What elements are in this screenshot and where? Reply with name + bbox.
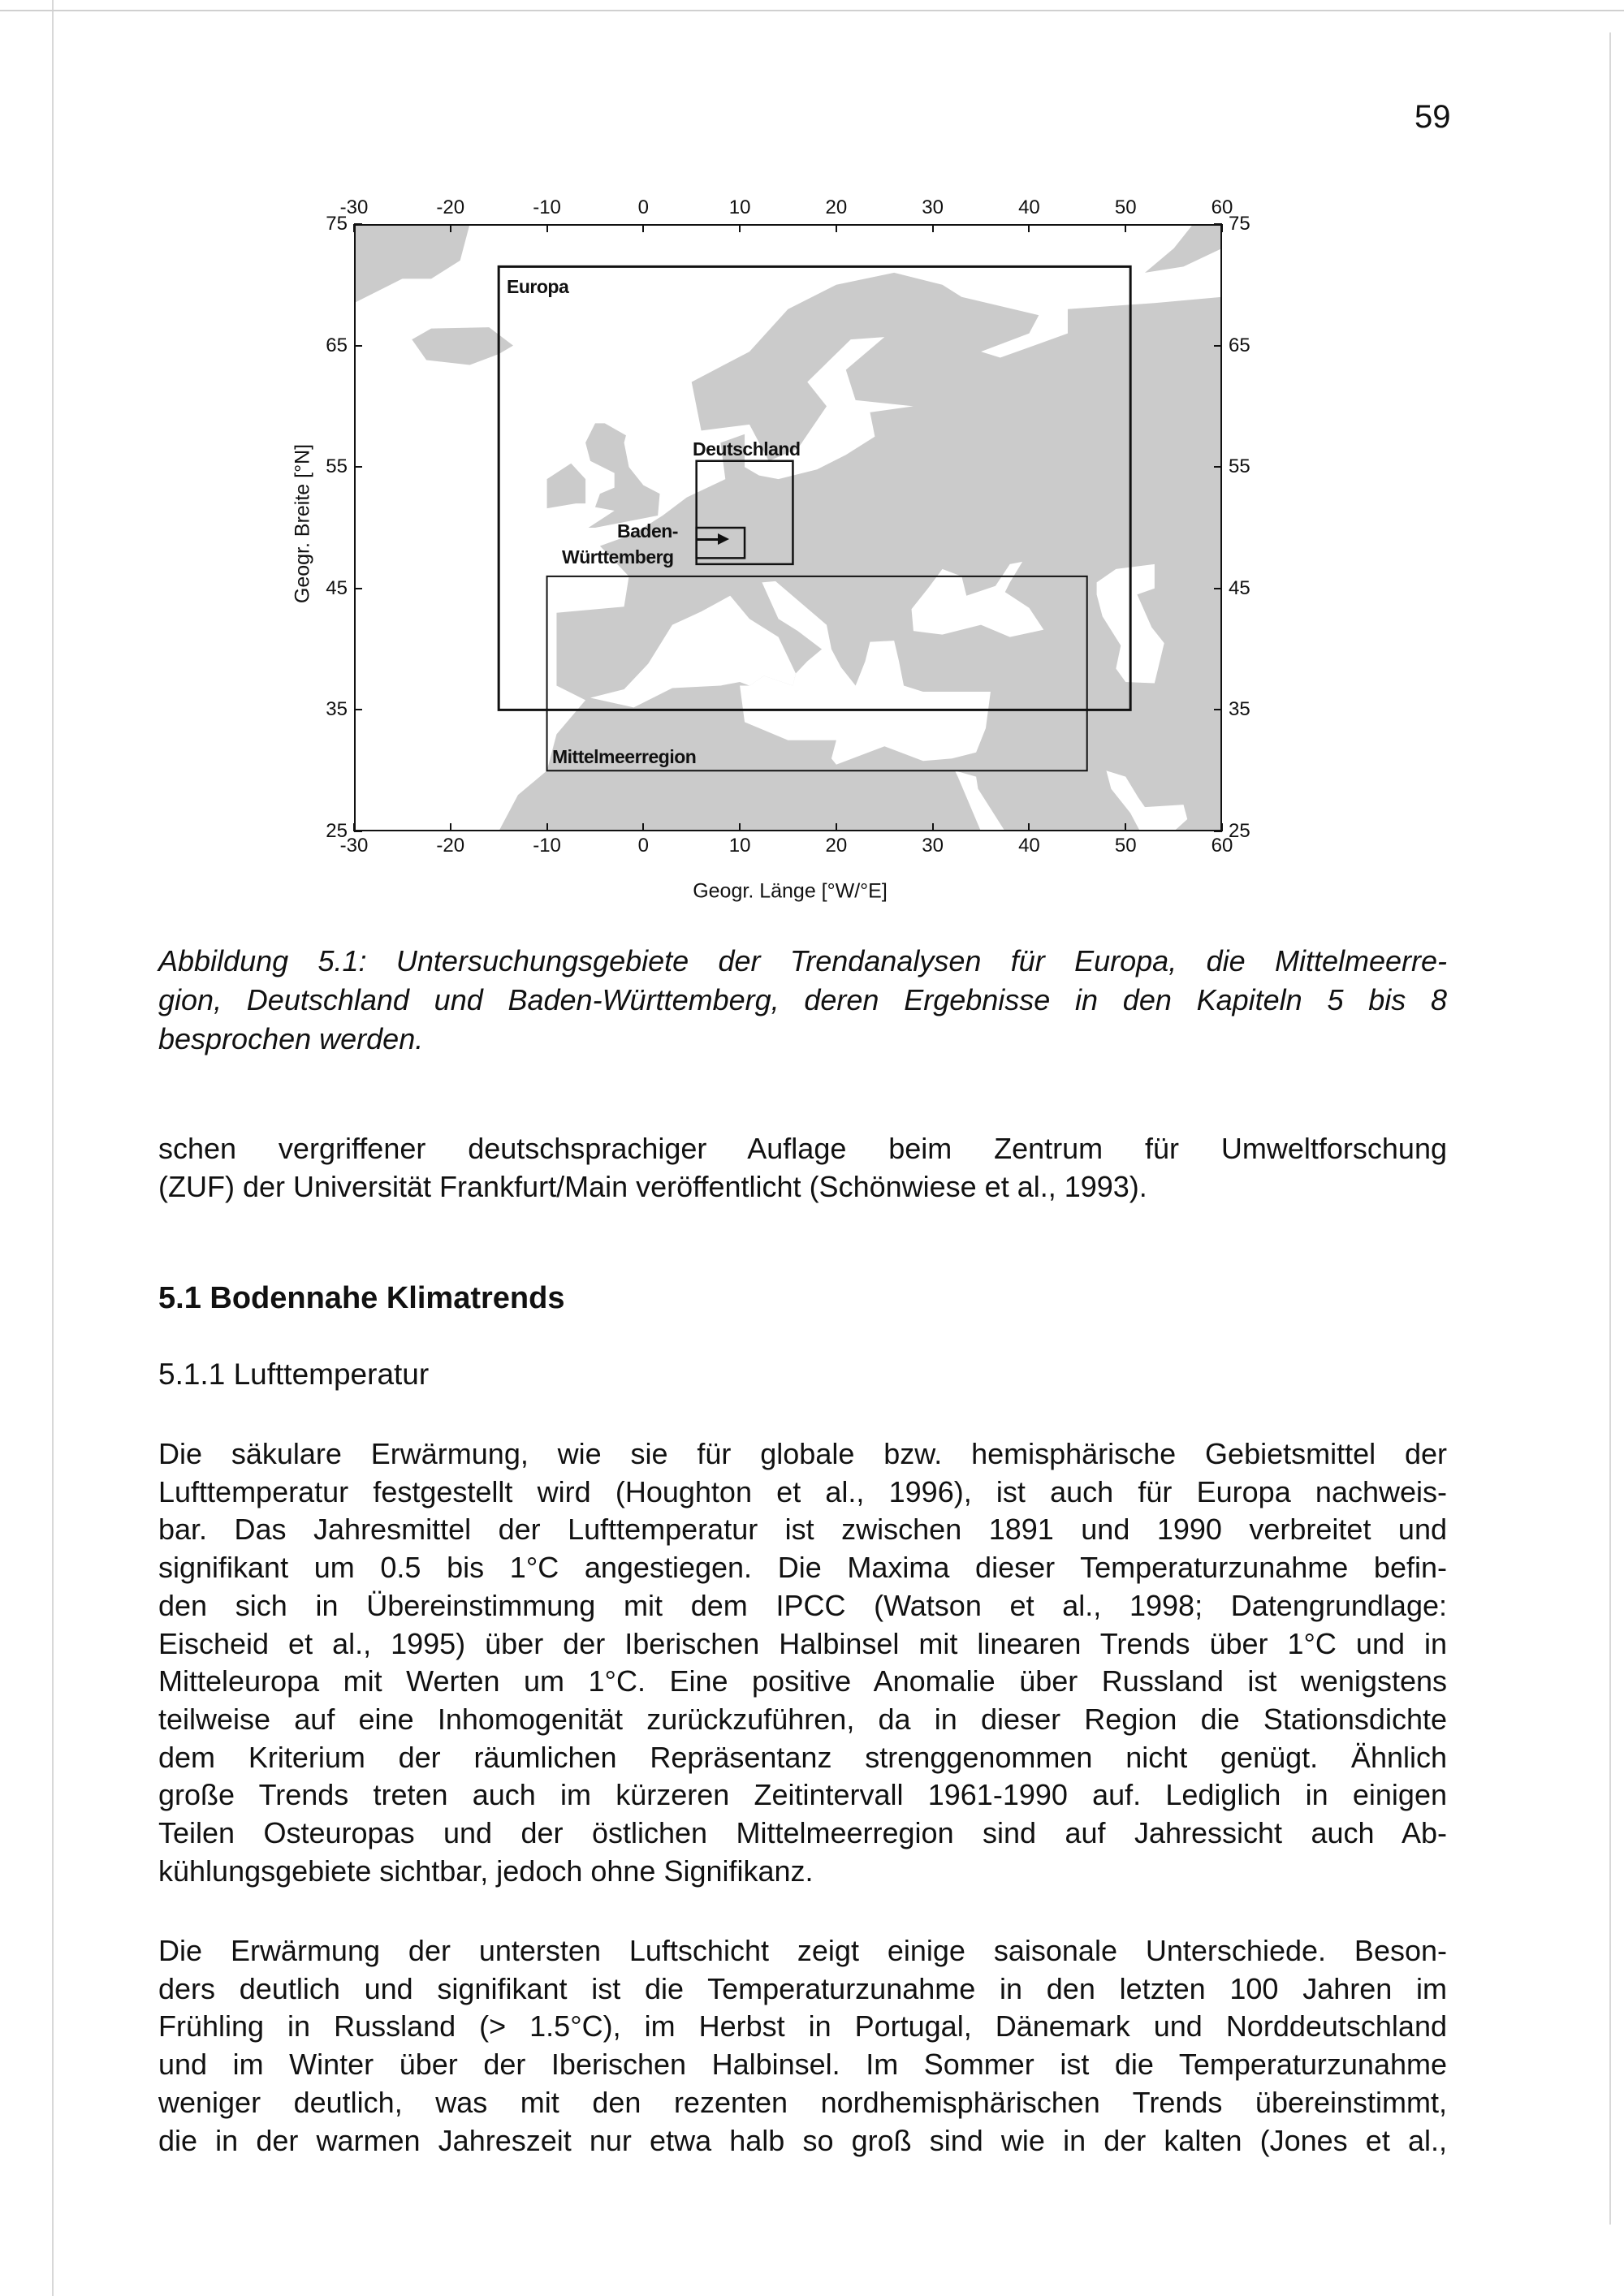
x-tick-label-top: 40 [1018,196,1040,218]
x-tick-top [1221,224,1223,232]
text-line: schen vergriffener deutschsprachiger Auflage beim Zentrum für Umweltforschung [158,1132,1447,1165]
y-tick-right [1214,345,1222,347]
x-tick-label-bottom: 60 [1211,835,1233,857]
x-tick-top [1125,224,1126,232]
y-tick-left [354,345,362,347]
scan-edge-right [1609,32,1611,2225]
x-tick-label-top: 0 [637,196,650,218]
x-tick-label-top: 50 [1114,196,1137,218]
x-tick-label-top: 60 [1211,196,1233,218]
y-axis-title: Geogr. Breite [°N] [291,443,314,604]
x-tick-top [1028,224,1030,232]
y-tick-right [1214,831,1222,832]
y-tick-label-right: 35 [1229,698,1250,721]
x-tick-label-bottom: 10 [728,835,751,857]
x-tick-label-bottom: 40 [1018,835,1040,857]
x-tick-label-top: 10 [728,196,751,218]
x-tick-label-bottom: 0 [637,835,650,857]
arrow-right-icon [718,533,729,545]
y-tick-left [354,709,362,710]
label-wuerttemberg: Württemberg [562,546,674,568]
caption-line: Abbildung 5.1: Untersuchungsgebiete der Trendanalysen für Europa, die Mittelmeerre- [158,944,1447,978]
land-novaya-zemlya [1145,224,1222,273]
x-tick-label-bottom: 50 [1114,835,1137,857]
label-baden: Baden- [617,520,678,542]
x-tick-label-bottom: -20 [436,835,465,857]
x-tick-bottom [1028,823,1030,831]
x-tick-top [546,224,548,232]
text-line: kühlungsgebiete sichtbar, jedoch ohne Signifikanz. [158,1854,814,1888]
text-line: dem Kriterium der räumlichen Repräsentanz strenggenommen nicht genügt. Ähnlich [158,1740,1447,1774]
x-tick-label-bottom: 20 [825,835,848,857]
page-number: 59 [1415,99,1451,135]
text-line: (ZUF) der Universität Frankfurt/Main veröffentlicht (Schönwiese et al., 1993). [158,1169,1147,1203]
land-greenland [354,224,470,303]
x-tick-label-top: 20 [825,196,848,218]
subsection-heading: 5.1.1 Lufttemperatur [158,1357,430,1391]
y-tick-label-left: 45 [326,576,348,599]
x-tick-bottom [642,823,644,831]
y-tick-right [1214,466,1222,468]
text-line: weniger deutlich, was mit den rezenten nordhemisphärischen Trends übereinstimmt, [158,2085,1447,2119]
text-line: signifikant um 0.5 bis 1°C angestiegen. Die Maxima dieser Temperaturzunahme befin- [158,1551,1447,1585]
y-tick-label-left: 55 [326,455,348,478]
x-tick-top [836,224,837,232]
x-tick-label-bottom: -30 [339,835,369,857]
text-line: große Trends treten auch im kürzeren Zeitintervall 1961-1990 auf. Lediglich in einigen [158,1778,1447,1812]
y-tick-left [354,831,362,832]
text-line: Die säkulare Erwärmung, wie sie für globale bzw. hemisphärische Gebietsmittel der [158,1437,1447,1470]
text-line: bar. Das Jahresmittel der Lufttemperatur ist zwischen 1891 und 1990 verbreitet und [158,1513,1447,1547]
text-line: ders deutlich und signifikant ist die Temperaturzunahme in den letzten 100 Jahren im [158,1971,1447,2005]
x-tick-bottom [1125,823,1126,831]
text-line: Teilen Osteuropas und der östlichen Mittelmeerregion sind auf Jahressicht auch Ab- [158,1816,1447,1850]
x-tick-label-bottom: 30 [922,835,944,857]
text-line: Frühling in Russland (> 1.5°C), im Herbst in Portugal, Dänemark und Norddeutschland [158,2009,1447,2044]
x-tick-top [642,224,644,232]
text-line: Die Erwärmung der untersten Luftschicht zeigt einige saisonale Unterschiede. Beson- [158,1934,1447,1967]
x-tick-bottom [932,823,934,831]
x-tick-bottom [450,823,451,831]
scan-edge-left [52,0,54,2296]
y-tick-left [354,466,362,468]
x-tick-label-top: 30 [922,196,944,218]
y-tick-label-right: 25 [1229,820,1250,842]
y-tick-label-right: 45 [1229,576,1250,599]
y-tick-right [1214,588,1222,589]
y-tick-label-right: 65 [1229,334,1250,356]
x-tick-label-top: -30 [339,196,369,218]
label-europa: Europa [507,276,569,297]
caption-line: besprochen werden. [158,1022,424,1055]
y-tick-right [1214,223,1222,225]
y-tick-label-left: 75 [326,213,348,235]
label-mittelmeerregion: Mittelmeerregion [552,746,697,767]
text-line: teilweise auf eine Inhomogenität zurückzuführen, da in dieser Region die Stationsdichte [158,1702,1447,1736]
x-tick-label-top: -20 [436,196,465,218]
text-line: den sich in Übereinstimmung mit dem IPCC (Watson et al., 1998; Datengrundlage: [158,1588,1447,1622]
text-line: Mitteleuropa mit Werten um 1°C. Eine positive Anomalie über Russland ist wenigstens [158,1664,1447,1698]
intro-paragraph [158,1130,1447,1206]
y-tick-left [354,223,362,225]
y-tick-label-left: 35 [326,698,348,721]
x-tick-top [450,224,451,232]
x-tick-bottom [546,823,548,831]
y-tick-right [1214,709,1222,710]
x-tick-top [932,224,934,232]
text-line: Lufttemperatur festgestellt wird (Houghton et al., 1996), ist auch für Europa nachweis- [158,1474,1447,1508]
x-tick-top [353,224,355,232]
x-axis-title: Geogr. Länge [°W/°E] [693,879,888,903]
x-tick-top [739,224,741,232]
x-tick-bottom [739,823,741,831]
land-great-britain [585,423,659,528]
figure-caption [158,942,1447,1059]
map-svg [354,224,1222,831]
x-tick-label-top: -10 [533,196,561,218]
arrow-line [697,538,719,541]
y-tick-label-left: 65 [326,334,348,356]
europe-map-figure [354,224,1222,831]
paragraph-1 [158,1435,1447,1890]
land-ireland [547,464,586,508]
y-tick-label-right: 75 [1229,213,1250,235]
x-tick-label-bottom: -10 [533,835,561,857]
text-line: und im Winter über der Iberischen Halbinsel. Im Sommer ist die Temperaturzunahme [158,2048,1447,2082]
text-line: die in der warmen Jahreszeit nur etwa halb so groß sind wie in der kalten (Jones et al., [158,2123,1447,2157]
scan-edge-top [0,10,1624,11]
caption-line: gion, Deutschland und Baden-Württemberg, deren Ergebnisse in den Kapiteln 5 bis 8 [158,983,1447,1016]
text-line: Eischeid et al., 1995) über der Iberischen Halbinsel mit linearen Trends über 1°C und in [158,1626,1447,1660]
y-tick-label-right: 55 [1229,455,1250,478]
label-deutschland: Deutschland [693,438,801,460]
y-tick-left [354,588,362,589]
section-heading: 5.1 Bodennahe Klimatrends [158,1281,565,1315]
paragraph-2 [158,1932,1447,2160]
y-tick-label-left: 25 [326,820,348,842]
x-tick-bottom [836,823,837,831]
